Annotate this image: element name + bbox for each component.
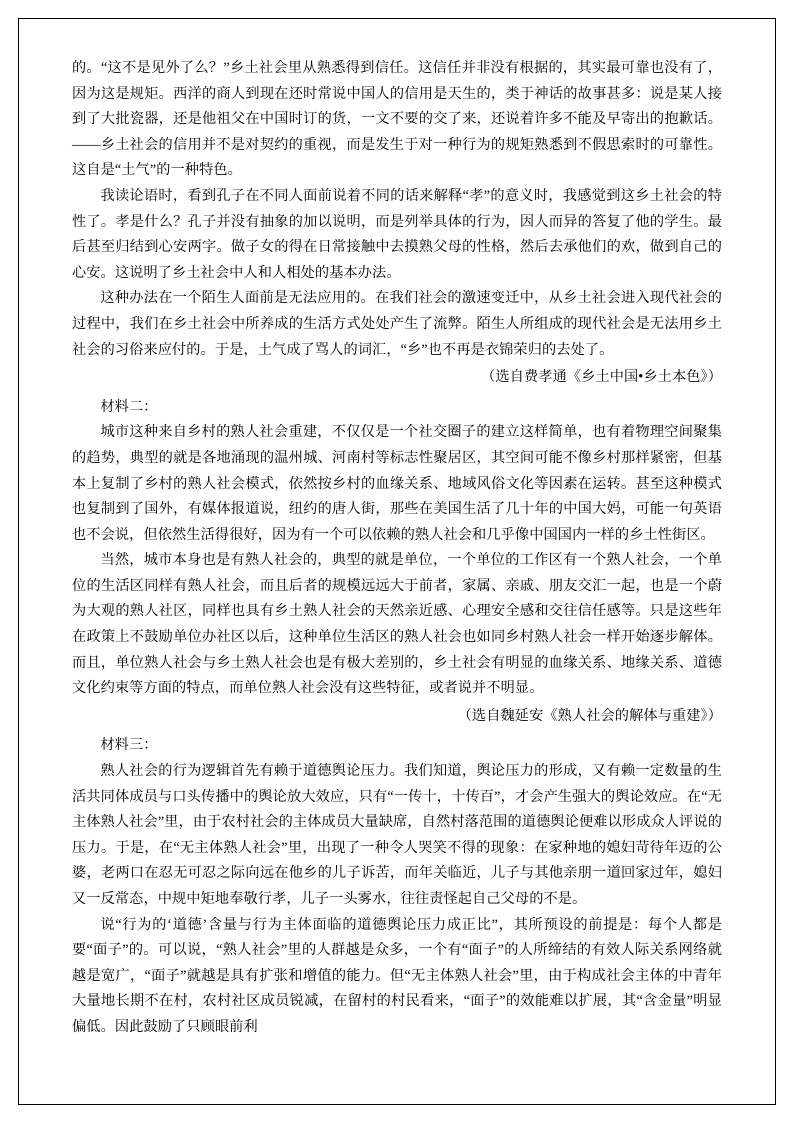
paragraph-xiao-meaning: 我读论语时，看到孔子在不同人面前说着不同的话来解释“孝”的意义时，我感觉到这乡土社会的特性了。孝是什么？孔子并没有抽象的加以说明，而是列举具体的行为，因人而异的答复了他的学生。最后甚至归结到心安两字。做子女的得在日常接触中去摸熟父母的性格，然后去承他们的欢，做到自己的心安。这说明了乡土社会中人和人相处的基本办法。 <box>72 187 722 281</box>
source-line-shurenshehui: （选自魏延安《熟人社会的解体与重建》） <box>457 707 722 724</box>
document-body <box>72 56 722 1041</box>
paragraph-modern-society: 这种办法在一个陌生人面前是无法应用的。在我们社会的激速变迁中，从乡土社会进入现代社会的过程中，我们在乡土社会中所养成的生活方式处处产生了流弊。陌生人所组成的现代社会是无法用乡土社会的习俗来应付的。于是，土气成了骂人的词汇，“乡”也不再是衣锦荣归的去处了。 <box>72 290 722 358</box>
paragraph-city-unit-society: 当然，城市本身也是有熟人社会的，典型的就是单位，一个单位的工作区有一个熟人社会，一个单位的生活区同样有熟人社会，而且后者的规模远远大于前者，家属、亲戚、朋友交汇一起，也是一个蔚为大观的熟人社区，同样也具有乡土熟人社会的天然亲近感、心理安全感和交往信任感等。只是这些年在政策上不鼓励单位办社区以后，这种单位生活区的熟人社会也如同乡村熟人社会一样开始逐步解体。而且，单位熟人社会与乡土熟人社会也是有极大差别的，乡土社会有明显的血缘关系、地缘关系、道德文化约束等方面的特点，而单位熟人社会没有这些特征，或者说并不明显。 <box>72 552 722 697</box>
paragraph-mianzi-premise: 说“行为的‘道德’含量与行为主体面临的道德舆论压力成正比”，其所预设的前提是：每个人都是要“面子”的。可以说，“熟人社会”里的人群越是众多，一个有“面子”的人所缔结的有效人际关系网络就越是宽广，“面子”就越是具有扩张和增值的能力。但“无主体熟人社会”里，由于构成社会主体的中青年大量地长期不在村，农村社区成员锐减，在留村的村民看来，“面子”的效能难以扩展，其“含金量”明显偏低。因此鼓励了只顾眼前利 <box>72 916 722 1035</box>
material-label-three: 材料三： <box>100 737 158 754</box>
paragraph-xiangtu-credit: 的。“这不是见外了么？”乡土社会里从熟悉得到信任。这信任并非没有根据的，其实最可靠也没有了，因为这是规矩。西洋的商人到现在还时常说中国人的信用是天生的，类于神话的故事甚多：说是某人接到了大批瓷器，还是他祖父在中国时订的货，一文不要的交了来，还说着许多不能及早寄出的抱歉话。——乡土社会的信用并不是对契约的重视，而是发生于对一种行为的规矩熟悉到不假思索时的可靠性。这自是“土气”的一种特色。 <box>72 60 722 179</box>
source-line-xiangtu-zhongguo: （选自费孝通《乡土中国•乡土本色》） <box>481 369 722 386</box>
paragraph-moral-opinion-pressure: 熟人社会的行为逻辑首先有赖于道德舆论压力。我们知道，舆论压力的形成，又有赖一定数量的生活共同体成员与口头传播中的舆论放大效应，只有“一传十，十传百”，才会产生强大的舆论效应。在“无主体熟人社会”里，由于农村社会的主体成员大量缺席，自然村落范围的道德舆论便难以形成众人评说的压力。于是，在“无主体熟人社会”里，出现了一种令人哭笑不得的现象：在家种地的媳妇苛待年迈的公婆，老两口在忍无可忍之际向远在他乡的儿子诉苦，而年关临近，儿子与其他亲朋一道回家过年，媳妇又一反常态，中规中矩地奉敬行孝，儿子一头雾水，往往责怪起自己父母的不是。 <box>72 763 722 907</box>
material-label-two: 材料二： <box>100 398 158 415</box>
paragraph-city-acquaintance-rebuild: 城市这种来自乡村的熟人社会重建，不仅仅是一个社交圈子的建立这样简单，也有着物理空间聚集的趋势，典型的就是各地涌现的温州城、河南村等标志性聚居区，其空间可能不像乡村那样紧密，但基本上复制了乡村的熟人社会模式，依然按乡村的血缘关系、地域风俗文化等因素在运转。甚至这种模式也复制到了国外，有媒体报道说，纽约的唐人街，那些在美国生活了几十年的中国大妈，可能一句英语也不会说，但依然生活得很好，因为有一个可以依赖的熟人社会和几乎像中国国内一样的乡土性街区。 <box>72 424 722 543</box>
